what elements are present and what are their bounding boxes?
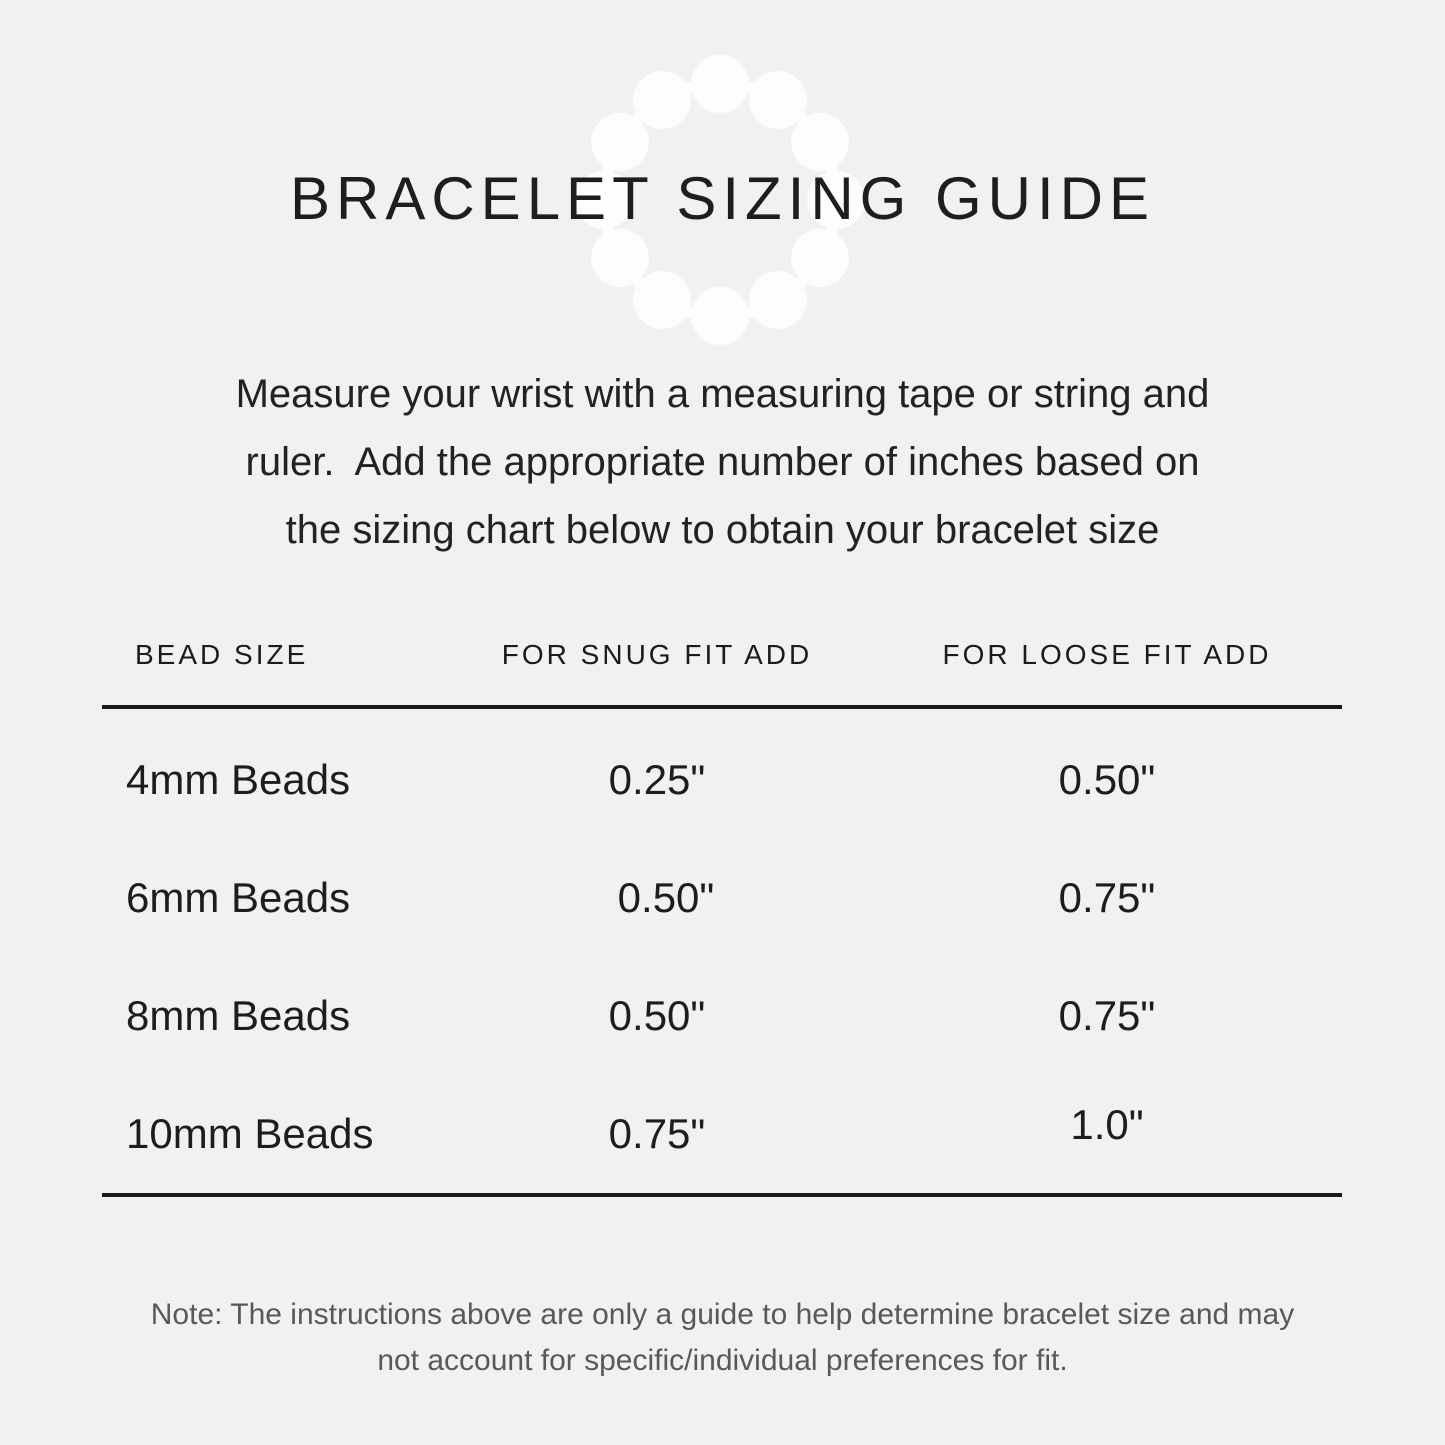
cell-bead-size: 10mm Beads [126,1110,374,1157]
table-header-row [102,630,1342,680]
table-body [102,721,1342,1193]
intro-line: the sizing chart below to obtain your bracelet size [285,508,1160,552]
cell-snug-fit: 0.75" [608,1110,706,1157]
cell-snug-fit: 0.50" [608,992,706,1039]
cell-snug-fit: 0.50" [617,874,715,921]
cell-loose-fit: 1.0" [1070,1101,1144,1148]
page-title: BRACELET SIZING GUIDE [289,165,1156,232]
sizing-table [102,630,1342,1197]
cell-loose-fit: 0.75" [1058,992,1156,1039]
cell-snug-fit: 0.25" [608,756,706,803]
footnote [0,1292,1445,1384]
table-row [102,721,1342,839]
table-row [102,957,1342,1075]
footnote-line: not account for specific/individual preferences for fit. [377,1344,1068,1377]
header-loose-fit: FOR LOOSE FIT ADD [942,639,1272,670]
header-bead-size: BEAD SIZE [135,639,309,670]
header-snug-fit: FOR SNUG FIT ADD [501,639,813,670]
intro-line: Measure your wrist with a measuring tape or string and [235,372,1210,416]
cell-bead-size: 8mm Beads [126,992,351,1039]
footnote-line: Note: The instructions above are only a guide to help determine bracelet size and may [150,1298,1295,1331]
divider-line-bottom [102,1193,1342,1197]
cell-bead-size: 6mm Beads [126,874,351,921]
divider-line-top [102,705,1342,709]
table-row [102,1075,1342,1193]
intro-line: ruler. Add the appropriate number of inches based on [245,440,1200,484]
table-row [102,839,1342,957]
cell-bead-size: 4mm Beads [126,756,351,803]
cell-loose-fit: 0.75" [1058,874,1156,921]
intro-text [0,360,1445,564]
cell-loose-fit: 0.50" [1058,756,1156,803]
